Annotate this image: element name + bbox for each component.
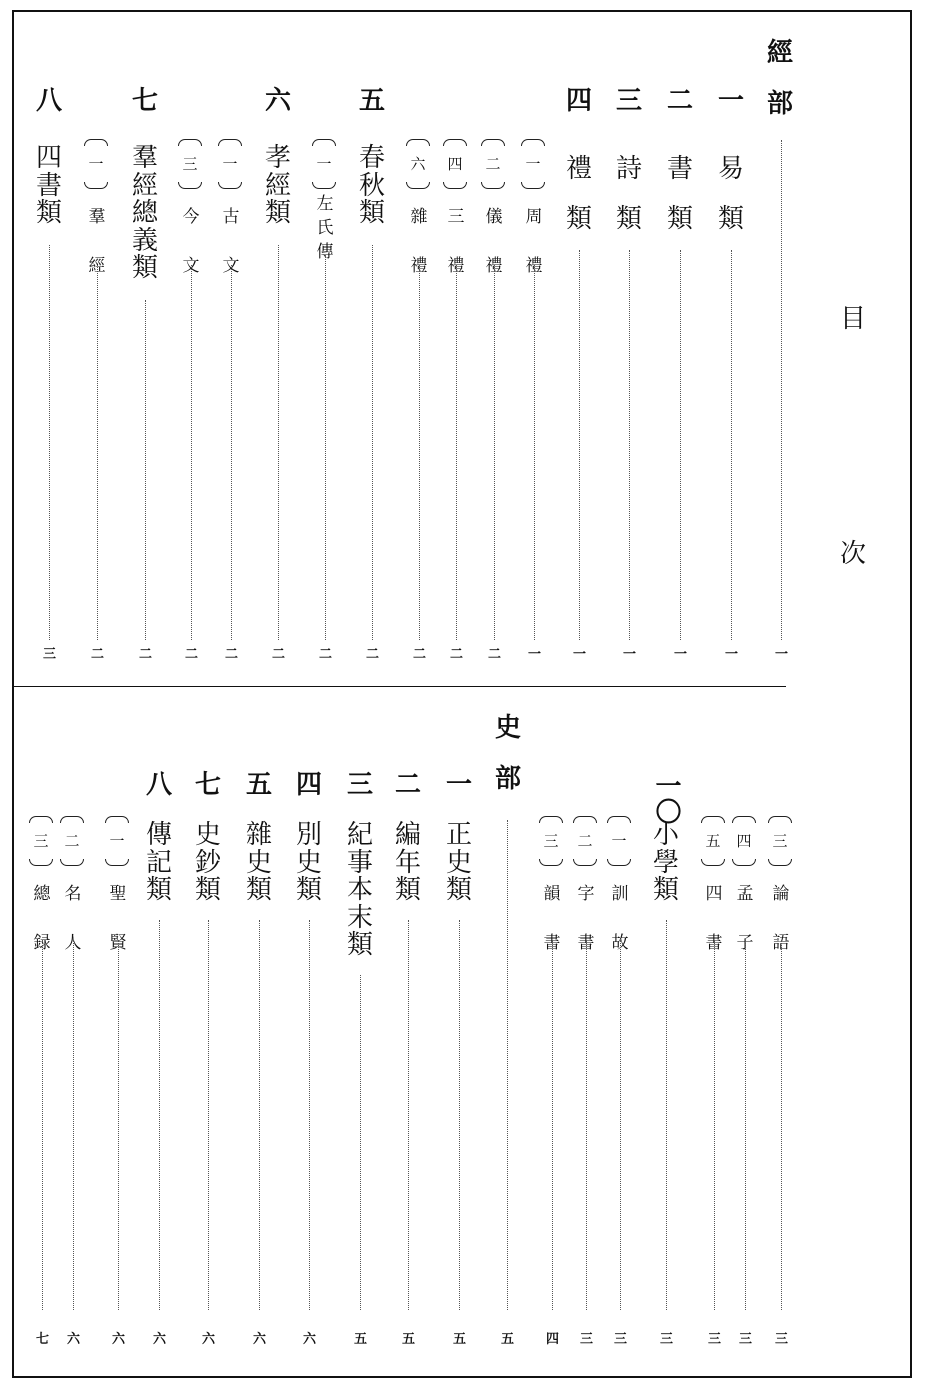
dotted-leader — [731, 250, 732, 640]
entry-title: 易類 — [717, 154, 745, 234]
toc-title-char-1: 目 — [839, 304, 866, 334]
subentry-number-text: 三 — [543, 831, 559, 850]
dotted-leader — [73, 940, 74, 1310]
subentry-number — [84, 139, 110, 189]
entry-title: 雜禮 — [410, 207, 428, 277]
paren-top — [84, 139, 108, 146]
paren-top — [701, 816, 725, 823]
paren-bottom — [218, 182, 242, 189]
dotted-leader — [586, 940, 587, 1310]
entry-title: 史鈔類 — [194, 820, 222, 906]
paren-top — [521, 139, 545, 146]
dotted-leader — [49, 245, 50, 640]
page-number: 三 — [707, 1332, 721, 1347]
subentry-number — [218, 139, 244, 189]
dotted-leader — [145, 300, 146, 640]
subentry-number-text: 一 — [525, 154, 541, 173]
paren-bottom — [84, 182, 108, 189]
entry-title: 訓故 — [611, 884, 629, 954]
paren-bottom — [521, 182, 545, 189]
subentry-number — [768, 816, 794, 866]
entry-title: 紀事本末類 — [346, 820, 374, 961]
subentry-number — [607, 816, 633, 866]
entry-number: 三 — [346, 770, 374, 800]
paren-top — [29, 816, 53, 823]
subentry-number — [521, 139, 547, 189]
page-number: 一 — [527, 647, 541, 662]
entry-title: 四書類 — [35, 143, 63, 229]
page-number: 六 — [152, 1332, 166, 1347]
subentry-number-text: 一 — [109, 831, 125, 850]
paren-bottom — [539, 859, 563, 866]
dotted-leader — [552, 940, 553, 1310]
entry-number: 五 — [245, 770, 273, 800]
dotted-leader — [666, 920, 667, 1310]
subentry-number-text: 二 — [577, 831, 593, 850]
entry-title: 小學類 — [652, 820, 680, 906]
page-number: 二 — [90, 647, 104, 662]
subentry-number-text: 四 — [736, 831, 752, 850]
page-number: 三 — [738, 1332, 752, 1347]
entry-title: 周禮 — [525, 207, 543, 277]
page-number: 三 — [659, 1332, 673, 1347]
dotted-leader — [781, 140, 782, 640]
subentry-number-text: 三 — [33, 831, 49, 850]
paren-top — [768, 816, 792, 823]
entry-title: 左氏傳 — [316, 194, 334, 262]
entry-title: 孟子 — [736, 884, 754, 954]
dotted-leader — [309, 920, 310, 1310]
paren-bottom — [607, 859, 631, 866]
subentry-number — [406, 139, 432, 189]
page-number: 六 — [111, 1332, 125, 1347]
dotted-leader — [259, 920, 260, 1310]
entry-number: 一 — [717, 86, 745, 116]
subentry-number-text: 二 — [485, 154, 501, 173]
subentry-number — [29, 816, 55, 866]
dotted-leader — [494, 265, 495, 640]
entry-title: 羣經 — [88, 207, 106, 277]
dotted-leader — [680, 250, 681, 640]
dotted-leader — [408, 920, 409, 1310]
page-number: 三 — [774, 1332, 788, 1347]
entry-number: 三 — [615, 86, 643, 116]
entry-title: 孝經類 — [264, 143, 292, 229]
subentry-number-text: 一 — [88, 154, 104, 173]
paren-top — [178, 139, 202, 146]
dotted-leader — [579, 250, 580, 640]
page-number: 二 — [318, 647, 332, 662]
entry-number: 二 — [666, 86, 694, 116]
subentry-number — [178, 139, 204, 189]
subentry-number-text: 五 — [705, 831, 721, 850]
subentry-number-text: 一 — [611, 831, 627, 850]
entry-title: 書類 — [666, 154, 694, 234]
page-number: 一 — [774, 647, 788, 662]
page-number: 二 — [224, 647, 238, 662]
entry-title: 儀禮 — [485, 207, 503, 277]
dotted-leader — [360, 975, 361, 1310]
dotted-leader — [456, 265, 457, 640]
paren-top — [105, 816, 129, 823]
entry-title: 雜史類 — [245, 820, 273, 906]
page-number: 七 — [35, 1332, 49, 1347]
paren-bottom — [312, 182, 336, 189]
dotted-leader — [372, 245, 373, 640]
paren-bottom — [701, 859, 725, 866]
entry-title: 正史類 — [445, 820, 473, 906]
subentry-number — [481, 139, 507, 189]
paren-bottom — [29, 859, 53, 866]
paren-top — [443, 139, 467, 146]
entry-number: 一 — [445, 770, 473, 800]
entry-title: 羣經總義類 — [131, 143, 159, 284]
page-number: 二 — [138, 647, 152, 662]
page-number: 五 — [353, 1332, 367, 1347]
entry-title: 傳記類 — [145, 820, 173, 906]
entry-number: 八 — [145, 770, 173, 800]
dotted-leader — [419, 265, 420, 640]
toc-title-char-2: 次 — [839, 539, 866, 569]
page-number: 一 — [622, 647, 636, 662]
entry-title: 古文 — [222, 207, 240, 277]
subentry-number — [573, 816, 599, 866]
entry-number: 四 — [295, 770, 323, 800]
paren-top — [573, 816, 597, 823]
entry-title: 總録 — [33, 884, 51, 954]
page-number: 六 — [302, 1332, 316, 1347]
dotted-leader — [159, 920, 160, 1310]
dotted-leader — [620, 940, 621, 1310]
subentry-number — [105, 816, 131, 866]
subentry-number-text: 三 — [772, 831, 788, 850]
entry-number: 一〇 — [651, 772, 681, 824]
entry-title: 聖賢 — [109, 884, 127, 954]
dotted-leader — [118, 940, 119, 1310]
page-number: 四 — [545, 1332, 559, 1347]
dotted-leader — [97, 265, 98, 640]
page-number: 五 — [500, 1332, 514, 1347]
entry-title: 編年類 — [394, 820, 422, 906]
section-divider — [14, 686, 786, 687]
entry-title: 韻書 — [543, 884, 561, 954]
entry-title: 今文 — [182, 207, 200, 277]
paren-top — [218, 139, 242, 146]
paren-top — [607, 816, 631, 823]
entry-number: 五 — [358, 86, 386, 116]
dotted-leader — [745, 940, 746, 1310]
entry-title: 別史類 — [295, 820, 323, 906]
dotted-leader — [42, 940, 43, 1310]
subentry-number-text: 三 — [182, 154, 198, 173]
paren-bottom — [443, 182, 467, 189]
page-number: 三 — [579, 1332, 593, 1347]
page-number: 二 — [412, 647, 426, 662]
entry-title: 論語 — [772, 884, 790, 954]
entry-title: 春秋類 — [358, 143, 386, 229]
section-header-shi: 史部 — [495, 713, 522, 794]
paren-top — [406, 139, 430, 146]
entry-number: 七 — [194, 770, 222, 800]
page-number: 三 — [613, 1332, 627, 1347]
page-number: 一 — [724, 647, 738, 662]
subentry-number — [312, 139, 338, 189]
entry-number: 七 — [131, 86, 159, 116]
subentry-number-text: 六 — [410, 154, 426, 173]
dotted-leader — [231, 265, 232, 640]
subentry-number — [539, 816, 565, 866]
paren-bottom — [768, 859, 792, 866]
subentry-number-text: 四 — [447, 154, 463, 173]
page-number: 一 — [673, 647, 687, 662]
subentry-number-text: 一 — [316, 154, 332, 173]
dotted-leader — [191, 265, 192, 640]
entry-title: 詩類 — [615, 154, 643, 234]
dotted-leader — [325, 255, 326, 640]
entry-number: 四 — [565, 86, 593, 116]
paren-bottom — [105, 859, 129, 866]
entry-title: 名人 — [64, 884, 82, 954]
page-number: 三 — [42, 647, 56, 662]
paren-bottom — [481, 182, 505, 189]
entry-title: 字書 — [577, 884, 595, 954]
subentry-number — [60, 816, 86, 866]
dotted-leader — [507, 820, 508, 1310]
paren-bottom — [573, 859, 597, 866]
page-number: 六 — [201, 1332, 215, 1347]
dotted-leader — [278, 245, 279, 640]
dotted-leader — [781, 940, 782, 1310]
paren-top — [732, 816, 756, 823]
page-number: 二 — [449, 647, 463, 662]
page-number: 二 — [271, 647, 285, 662]
subentry-number-text: 二 — [64, 831, 80, 850]
paren-bottom — [732, 859, 756, 866]
paren-bottom — [178, 182, 202, 189]
page-number: 二 — [365, 647, 379, 662]
dotted-leader — [208, 920, 209, 1310]
entry-number: 八 — [35, 86, 63, 116]
page-number: 二 — [487, 647, 501, 662]
dotted-leader — [714, 940, 715, 1310]
page-number: 五 — [452, 1332, 466, 1347]
dotted-leader — [459, 920, 460, 1310]
subentry-number-text: 一 — [222, 154, 238, 173]
section-header-jing: 經部 — [767, 38, 794, 119]
dotted-leader — [629, 250, 630, 640]
paren-bottom — [60, 859, 84, 866]
subentry-number — [443, 139, 469, 189]
entry-number: 六 — [264, 86, 292, 116]
entry-title: 四書 — [705, 884, 723, 954]
page-number: 六 — [252, 1332, 266, 1347]
page-number: 五 — [401, 1332, 415, 1347]
entry-title: 三禮 — [447, 207, 465, 277]
paren-bottom — [406, 182, 430, 189]
paren-top — [481, 139, 505, 146]
entry-title: 禮類 — [565, 154, 593, 234]
entry-number: 二 — [394, 770, 422, 800]
paren-top — [539, 816, 563, 823]
paren-top — [60, 816, 84, 823]
page-number: 一 — [572, 647, 586, 662]
page-number: 六 — [66, 1332, 80, 1347]
subentry-number — [732, 816, 758, 866]
page-number: 二 — [184, 647, 198, 662]
dotted-leader — [534, 265, 535, 640]
subentry-number — [701, 816, 727, 866]
paren-top — [312, 139, 336, 146]
